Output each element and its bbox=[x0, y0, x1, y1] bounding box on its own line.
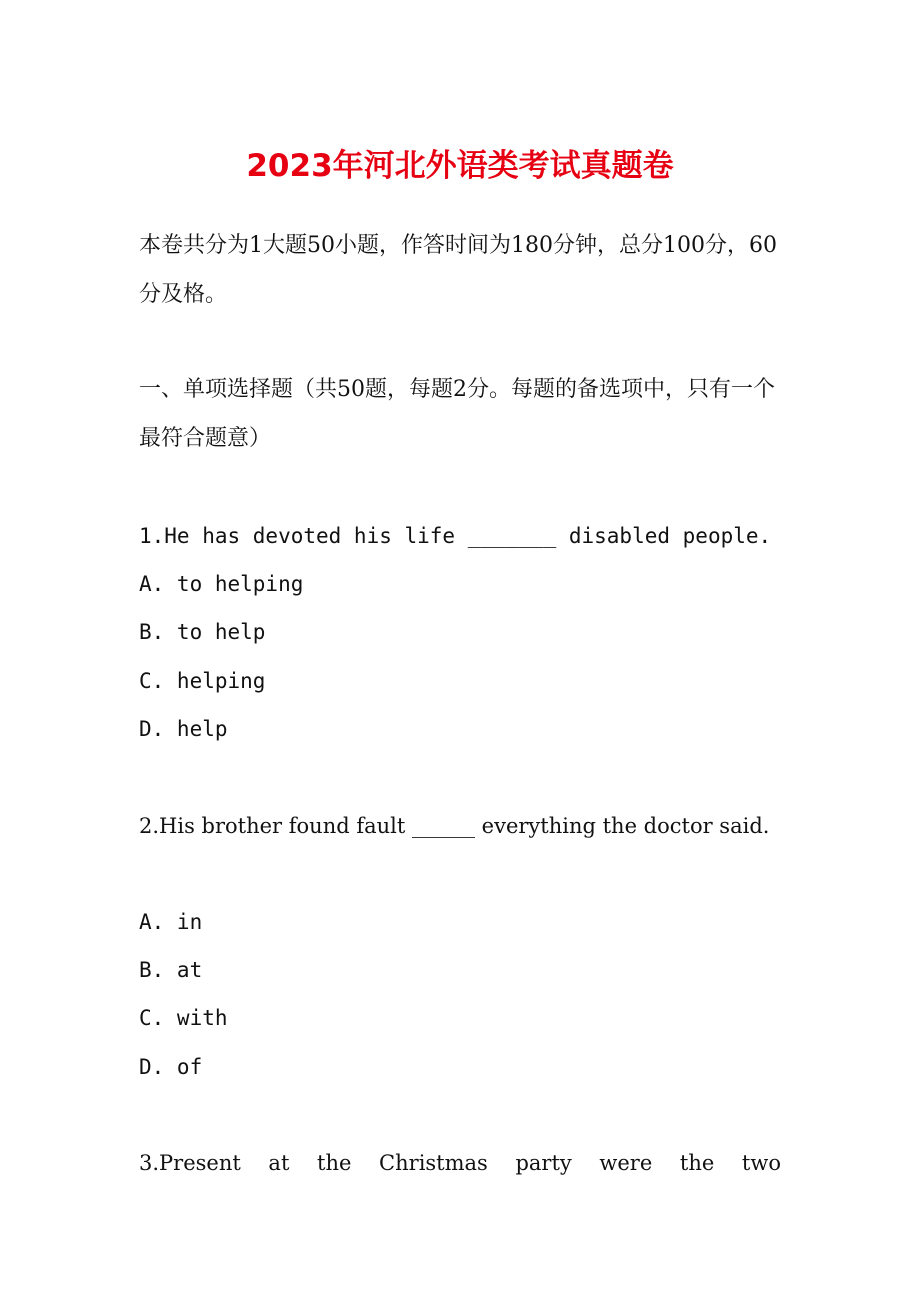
question-2-option-b: B. at bbox=[139, 958, 203, 982]
question-1-option-a: A. to helping bbox=[139, 572, 304, 596]
question-2-option-d: D. of bbox=[139, 1055, 203, 1079]
question-3-stem: 3.Present at the Christmas party were the two bbox=[139, 1151, 781, 1175]
exam-intro: 本卷共分为1大题50小题，作答时间为180分钟，总分100分，60分及格。 bbox=[139, 233, 777, 307]
question-1-option-c: C. helping bbox=[139, 669, 266, 693]
question-2-stem: 2.His brother found fault ______ everything the doctor said. bbox=[139, 814, 770, 838]
question-2-option-c: C. with bbox=[139, 1006, 228, 1030]
section-heading: 一、单项选择题（共50题，每题2分。每题的备选项中，只有一个最符合题意） bbox=[139, 377, 775, 451]
question-2-option-a: A. in bbox=[139, 910, 203, 934]
question-1-option-d: D. help bbox=[139, 717, 228, 741]
question-1-option-b: B. to help bbox=[139, 620, 266, 644]
question-1-stem: 1.He has devoted his life _______ disabled people. bbox=[139, 524, 772, 548]
document-title: 2023年河北外语类考试真题卷 bbox=[246, 148, 674, 184]
